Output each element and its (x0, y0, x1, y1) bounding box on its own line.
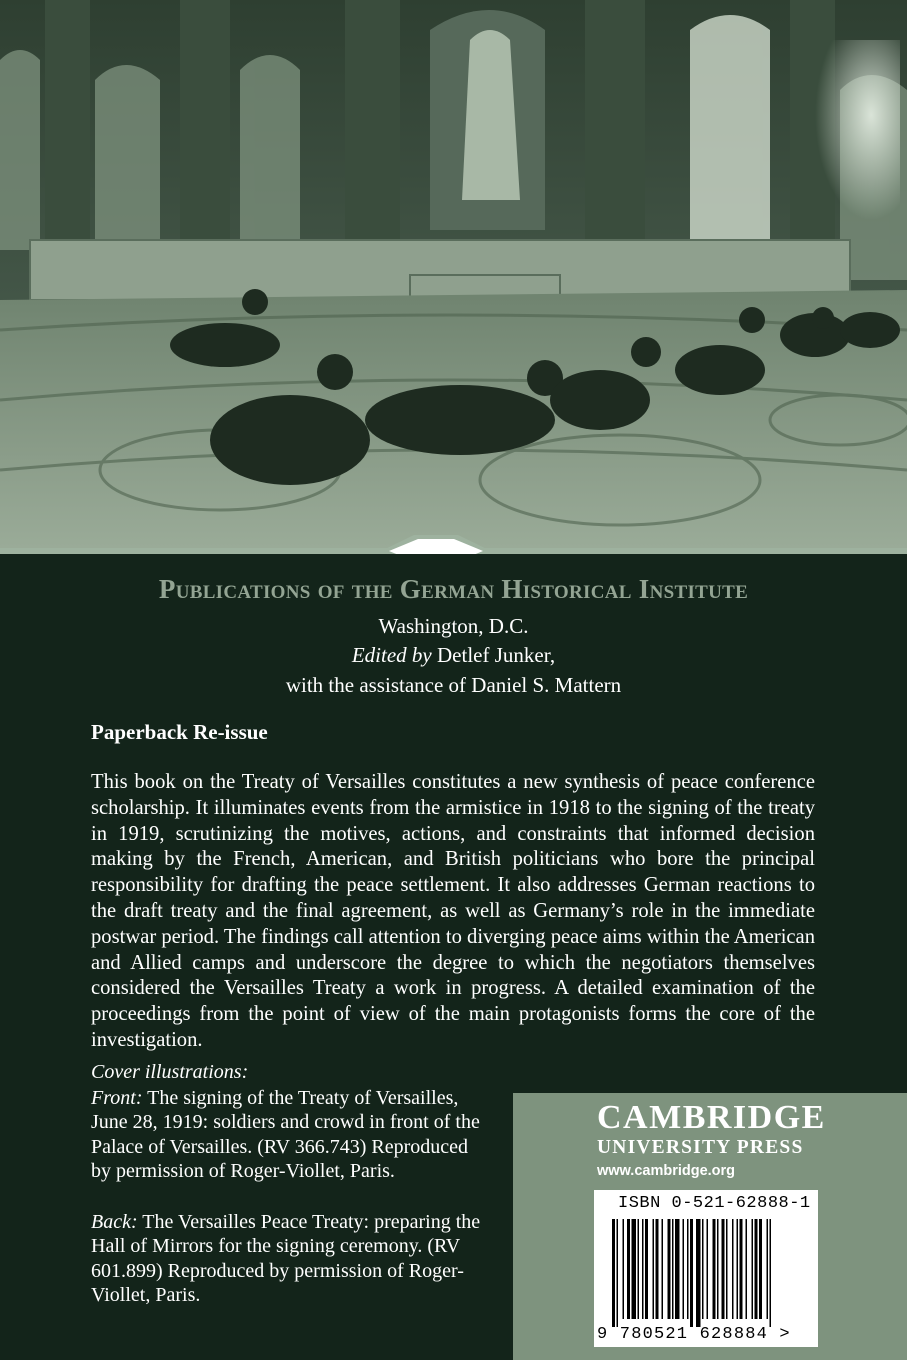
barcode-bar (642, 1219, 644, 1319)
barcode-bar (770, 1219, 772, 1327)
publisher-press: UNIVERSITY PRESS (597, 1137, 804, 1158)
barcode-bar (717, 1219, 719, 1319)
barcode-bar (653, 1219, 655, 1319)
barcode-bar (683, 1219, 685, 1319)
edition-label: Paperback Re-issue (91, 720, 268, 744)
series-editor: Detlef Junker, (437, 643, 556, 667)
barcode-bar (722, 1219, 725, 1319)
barcode-bar (617, 1219, 619, 1327)
barcode-bar (752, 1219, 754, 1319)
barcode-bar (740, 1219, 743, 1319)
barcode-bar (627, 1219, 630, 1319)
barcode-graphic (612, 1219, 810, 1327)
barcode-bar (696, 1219, 701, 1327)
barcode-bar (702, 1219, 704, 1319)
barcode-bar (737, 1219, 739, 1319)
cover-photo-hall-of-mirrors (0, 0, 907, 548)
cover-illustrations-heading: Cover illustrations: (91, 1061, 249, 1083)
back-credit-text: The Versailles Peace Treaty: preparing the Hall of Mirrors for the signing ceremony. (RV 601.899) Reproduced by permission of Roger-Viollet, Paris. (91, 1211, 481, 1307)
barcode-bar (668, 1219, 671, 1319)
barcode-bar (759, 1219, 762, 1319)
barcode-bar (732, 1219, 734, 1319)
barcode-bar (675, 1219, 680, 1319)
barcode-bar (638, 1219, 640, 1319)
barcode-bar (645, 1219, 648, 1319)
barcode-bar (690, 1219, 693, 1327)
barcode-bar (726, 1219, 728, 1319)
edited-by-label: Edited by (351, 643, 432, 667)
series-assistance: with the assistance of Daniel S. Mattern (285, 673, 622, 697)
publisher-name: CAMBRIDGE (597, 1099, 826, 1136)
back-cover-credit (91, 1210, 491, 1308)
barcode-bar (687, 1219, 689, 1319)
barcode-bar (713, 1219, 716, 1319)
series-editor-line (0, 643, 907, 668)
barcode-bar (767, 1219, 769, 1319)
isbn-label: ISBN 0-521-62888-1 (618, 1194, 811, 1213)
barcode-bar (707, 1219, 709, 1319)
barcode-bar (746, 1219, 748, 1319)
barcode-bar (623, 1219, 625, 1319)
front-label: Front: (91, 1087, 143, 1109)
series-city: Washington, D.C. (378, 614, 529, 638)
barcode-bar (632, 1219, 637, 1319)
barcode-bar (662, 1219, 664, 1319)
book-description: This book on the Treaty of Versailles constitutes a new synthesis of peace conference scholarship. It illuminates events from the armistice in 1918 to the signing of the treaty in 1919, scrutinizing the motives, actions, and constraints that informed decision making by the French, American, and British politicians who bore the principal responsibility for drafting the peace settlement. It also addresses German reactions to the draft treaty and the final agreement, as well as Germany’s role in the immediate postwar period. The findings call attention to diverging peace aims within the American and Allied camps and underscore the degree to which the negotiators themselves considered the Versailles Treaty a work in progress. A detailed examination of the proceedings from the point of view of the main protagonists forms the core of the investigation. (91, 771, 815, 1051)
ean-number: 9 780521 628884 > (597, 1325, 791, 1344)
series-title: Publications of the German Historical Institute (158, 574, 749, 604)
front-cover-credit (91, 1086, 491, 1184)
photo-illustration (0, 0, 907, 548)
back-label: Back: (91, 1211, 138, 1233)
barcode-bar (755, 1219, 758, 1319)
front-credit-text: The signing of the Treaty of Versailles, June 28, 1919: soldiers and crowd in front of the Palace of Versailles. (RV 366.743) Reproduced by permission of Roger-Viollet, Paris. (91, 1087, 480, 1183)
barcode-bar (612, 1219, 615, 1327)
barcode-bar (672, 1219, 674, 1319)
barcode-bar (656, 1219, 659, 1319)
publisher-url: www.cambridge.org (597, 1163, 736, 1179)
